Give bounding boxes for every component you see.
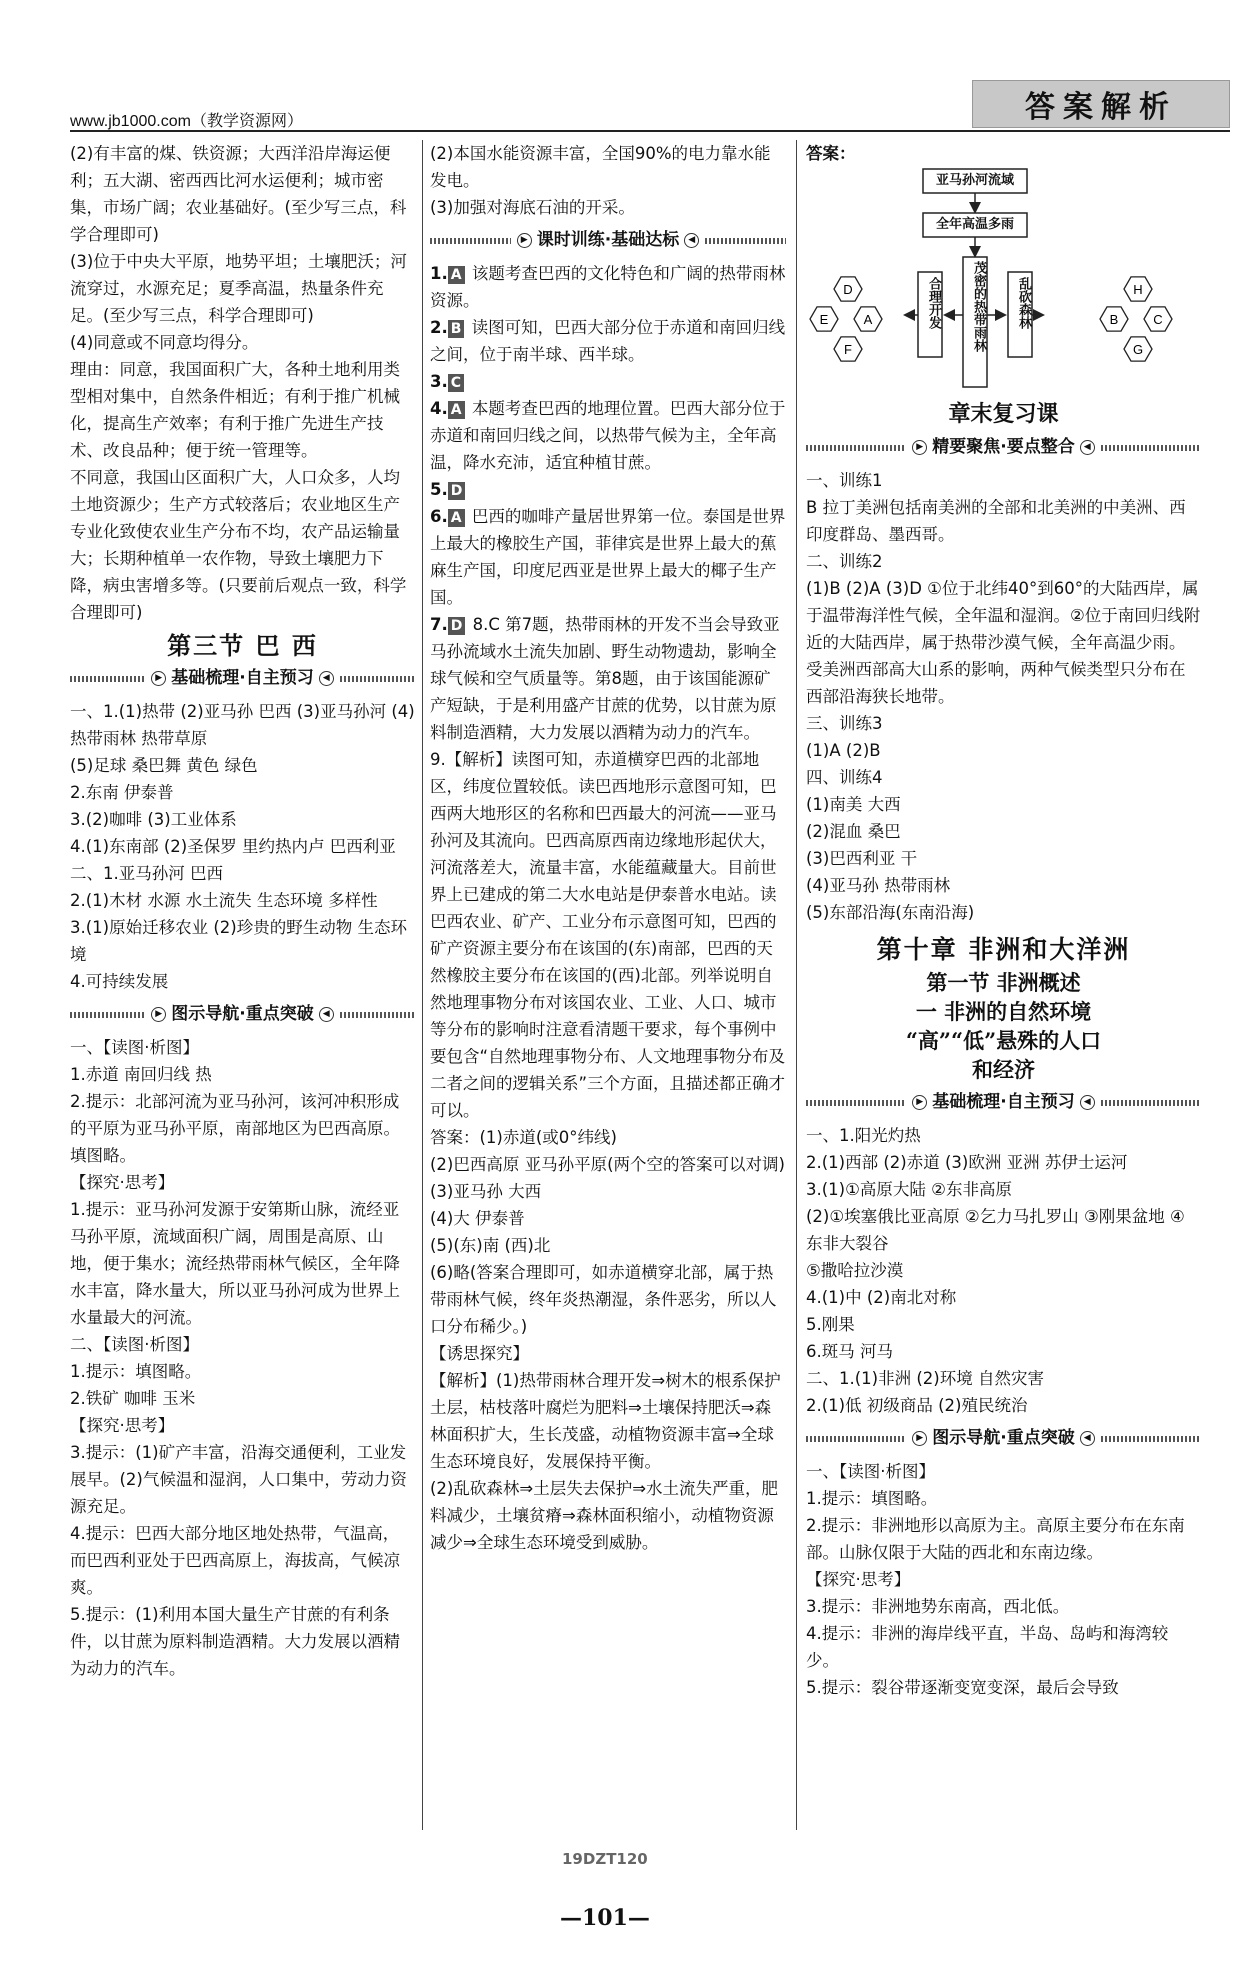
back-icon: ◀ bbox=[1080, 1095, 1095, 1110]
diagram-box-right: 乱砍森林 bbox=[1016, 277, 1031, 329]
item-number: 2. bbox=[430, 318, 448, 337]
answer-line: (4)大 伊泰普 bbox=[430, 1209, 525, 1228]
list-line: 1.提示：填图略。 bbox=[806, 1489, 938, 1508]
section-bar: ▶ 课时训练·基础达标 ◀ bbox=[430, 227, 786, 254]
exercise-list bbox=[430, 260, 786, 746]
list-line: 3.(1)原始迁移农业 (2)珍贵的野生动物 生态环境 bbox=[70, 918, 407, 964]
hex-label: H bbox=[1133, 282, 1143, 297]
list-line: (2)①埃塞俄比亚高原 ②乞力马扎罗山 ③刚果盆地 ④东非大裂谷 bbox=[806, 1207, 1185, 1253]
list-line: 二、1.(1)非洲 (2)环境 自然灾害 bbox=[806, 1369, 1044, 1388]
exercise-item bbox=[430, 503, 786, 611]
list-line: 4.可持续发展 bbox=[70, 972, 169, 991]
back-icon: ◀ bbox=[684, 233, 699, 248]
list-line: (2)本国水能资源丰富，全国90%的电力靠水能发电。 bbox=[430, 144, 771, 190]
review-line: B 拉丁美洲包括南美洲的全部和北美洲的中美洲、西印度群岛、墨西哥。 bbox=[806, 498, 1186, 544]
paragraph: 理由：同意，我国面积广大，各种土地利用类型相对集中，自然条件相近；有利于推广机械化，提高生产效率；有利于推广先进生产技术、改良品种；便于统一管理等。 bbox=[70, 360, 400, 460]
list-line: 【解析】(1)热带雨林合理开发⇒树木的根系保护土层，枯枝落叶腐烂为肥料⇒土壤保持肥沃⇒森林面积扩大，生长茂盛，动植物资源丰富⇒全球生态环境良好，发展保持平衡。 bbox=[430, 1371, 781, 1471]
section-bar: ▶ 基础梳理·自主预习 ◀ bbox=[806, 1089, 1201, 1116]
review-line: (1)A (2)B bbox=[806, 741, 881, 760]
list-line: 2.(1)木材 水源 水土流失 生态环境 多样性 bbox=[70, 891, 378, 910]
question-9: 9.【解析】读图可知，赤道横穿巴西的北部地区，纬度位置较低。读巴西地形示意图可知，巴西两大地形区的名称和巴西最大的河流——亚马孙河及其流向。巴西高原西南边缘地形起伏大，河流落差大，流量丰富，水能蕴藏量大。目前世界上已建成的第二大水电站是伊泰普水电站。读巴西农业、矿产、工业分布示意图可知，巴西的矿产资源主要分布在该国的(东)南部，巴西的天然橡胶主要分布在该国的(西)北部。列举说明自然地理事物分布对该国农业、工业、人口、城市等分布的影响时注意看清题干要求，每个事例中要包含“自然地理事物分布、人文地理事物分布及二者之间的逻辑关系”三个方面，且描述都正确才可以。 bbox=[430, 750, 786, 1120]
review-line: (4)亚马孙 热带雨林 bbox=[806, 876, 951, 895]
list-line: 一、【读图·析图】 bbox=[70, 1038, 199, 1057]
item-text: 8.C 第7题，热带雨林的开发不当会导致亚马孙流域水土流失加剧、野生动物遗劫，影响全球气候和空气质量等。第8题，由于该国能源矿产短缺，于是利用盛产甘蔗的优势，以甘蔗为原料制造酒精，大力发展以酒精为动力的汽车。 bbox=[430, 615, 780, 742]
item-text: 读图可知，巴西大部分位于赤道和南回归线之间，位于南半球、西半球。 bbox=[430, 318, 786, 364]
section-subtitle: 第一节 非洲概述 bbox=[926, 970, 1081, 995]
back-icon: ◀ bbox=[319, 1007, 334, 1022]
diagram-svg bbox=[806, 167, 1201, 397]
answer-line: (2)巴西高原 亚马孙平原(两个空的答案可以对调) bbox=[430, 1155, 785, 1174]
answer-badge: D bbox=[448, 482, 466, 500]
paragraph: 不同意，我国山区面积广大，人口众多，人均土地资源少；生产方式较落后；农业地区生产专业化致使农业生产分布不均，农产品运输量大；长期种植单一农作物，导致土壤肥力下降，病虫害增多等。(只要前后观点一致，科学合理即可) bbox=[70, 468, 407, 622]
list-line: 1.赤道 南回归线 热 bbox=[70, 1065, 212, 1084]
list-line: 3.提示：非洲地势东南高，西北低。 bbox=[806, 1597, 1070, 1616]
column-divider bbox=[796, 140, 797, 1830]
list-line: 3.提示：(1)矿产丰富，沿海交通便利，工业发展早。(2)气候温和湿润，人口集中，劳动力资源充足。 bbox=[70, 1443, 407, 1516]
answer-line: (5)(东)南 (西)北 bbox=[430, 1236, 551, 1255]
review-line: (3)巴西利亚 干 bbox=[806, 849, 918, 868]
hex-label: F bbox=[844, 342, 852, 357]
list-line: 2.(1)低 初级商品 (2)殖民统治 bbox=[806, 1396, 1028, 1415]
back-icon: ◀ bbox=[1080, 440, 1095, 455]
chapter-review-title: 章末复习课 bbox=[948, 401, 1059, 427]
review-line: (5)东部沿海(东南沿海) bbox=[806, 903, 975, 922]
list-line: 2.铁矿 咖啡 玉米 bbox=[70, 1389, 196, 1408]
hex-label: D bbox=[843, 282, 853, 297]
review-line: 二、训练2 bbox=[806, 552, 883, 571]
explore-list bbox=[430, 1340, 786, 1556]
exercise-item bbox=[430, 395, 786, 476]
list-line: (2)乱砍森林⇒土层失去保护⇒水土流失严重，肥料减少，土壤贫瘠⇒森林面积缩小，动植物资源减少⇒全球生态环境受到威胁。 bbox=[430, 1479, 779, 1552]
section-bar: ▶ 图示导航·重点突破 ◀ bbox=[806, 1425, 1201, 1452]
back-icon: ◀ bbox=[319, 671, 334, 686]
diagram-box-top: 亚马孙河流域 bbox=[935, 173, 1014, 188]
answer-badge: B bbox=[448, 320, 465, 338]
hex-label: C bbox=[1153, 312, 1163, 327]
section-bar: ▶ 基础梳理·自主预习 ◀ bbox=[70, 665, 415, 692]
answer-badge: C bbox=[448, 374, 464, 392]
answer-badge: A bbox=[448, 509, 465, 527]
item-number: 6. bbox=[430, 507, 448, 526]
paragraph: (4)同意或不同意均得分。 bbox=[70, 333, 259, 352]
column-divider bbox=[422, 140, 423, 1830]
basic-list bbox=[70, 698, 415, 995]
list-line: 二、【读图·析图】 bbox=[70, 1335, 199, 1354]
hex-label: B bbox=[1109, 312, 1119, 327]
subsection-title-3: 和经济 bbox=[972, 1057, 1035, 1082]
diagram-box-left: 合理开发 bbox=[926, 277, 941, 329]
header-rule bbox=[70, 130, 1230, 132]
diagram-box-mid: 全年高温多雨 bbox=[935, 217, 1014, 232]
list-line: 1.提示：亚马孙河发源于安第斯山脉，流经亚马孙平原，流域面积广阔，周围是高原、山地，便于集水；流经热带雨林气候区，全年降水丰富，降水量大，所以亚马孙河成为世界上水量最大的河流。 bbox=[70, 1200, 400, 1327]
list-line: 【探究·思考】 bbox=[70, 1173, 175, 1192]
site-url: www.jb1000.com（教学资源网） bbox=[70, 113, 303, 130]
exercise-item bbox=[430, 260, 786, 314]
exercise-item bbox=[430, 314, 786, 368]
diagram-box-center: 茂密的热带雨林 bbox=[971, 261, 986, 352]
list-line: 3.(2)咖啡 (3)工业体系 bbox=[70, 810, 237, 829]
subsection-title: 一 非洲的自然环境 bbox=[915, 999, 1092, 1024]
hex-label: A bbox=[863, 312, 873, 327]
basic-list-2 bbox=[806, 1122, 1201, 1419]
list-line: 4.提示：巴西大部分地区地处热带，气温高，而巴西利亚处于巴西高原上，海拔高，气候凉爽。 bbox=[70, 1524, 400, 1597]
paragraph: (3)位于中央大平原，地势平坦；土壤肥沃；河流穿过，水源充足；夏季高温，热量条件充足。(至少写三点，科学合理即可) bbox=[70, 252, 407, 325]
play-icon: ▶ bbox=[912, 440, 927, 455]
paragraph: (2)有丰富的煤、铁资源；大西洋沿岸海运便利；五大湖、密西西比河水运便利；城市密集，市场广阔；农业基础好。(至少写三点，科学合理即可) bbox=[70, 144, 407, 244]
list-line: 4.提示：非洲的海岸线平直，半岛、岛屿和海湾较少。 bbox=[806, 1624, 1169, 1670]
column-2 bbox=[430, 140, 786, 1556]
play-icon: ▶ bbox=[517, 233, 532, 248]
list-line: 1.提示：填图略。 bbox=[70, 1362, 202, 1381]
list-line: 6.斑马 河马 bbox=[806, 1342, 893, 1361]
answer-badge: A bbox=[448, 401, 465, 419]
top-list bbox=[430, 140, 786, 221]
answer-badge: A bbox=[448, 266, 465, 284]
list-line: 5.提示：裂谷带逐渐变宽变深，最后会导致 bbox=[806, 1678, 1119, 1697]
item-number: 5. bbox=[430, 480, 448, 499]
list-line: 一、【读图·析图】 bbox=[806, 1462, 935, 1481]
list-line: 5.刚果 bbox=[806, 1315, 855, 1334]
answer-line: (3)亚马孙 大西 bbox=[430, 1182, 542, 1201]
chapter-title: 第十章 非洲和大洋洲 bbox=[876, 935, 1131, 964]
hex-label: E bbox=[819, 312, 829, 327]
guide-list-2 bbox=[806, 1458, 1201, 1701]
section-title: 第三节 巴 西 bbox=[167, 631, 318, 660]
list-line: 【诱思探究】 bbox=[430, 1344, 529, 1363]
review-line: 三、训练3 bbox=[806, 714, 883, 733]
review-line: (2)混血 桑巴 bbox=[806, 822, 901, 841]
review-list bbox=[806, 467, 1201, 926]
item-number: 3. bbox=[430, 372, 448, 391]
guide-list bbox=[70, 1034, 415, 1682]
play-icon: ▶ bbox=[912, 1431, 927, 1446]
play-icon: ▶ bbox=[912, 1095, 927, 1110]
list-line: 4.(1)中 (2)南北对称 bbox=[806, 1288, 957, 1307]
list-line: 2.提示：北部河流为亚马孙河，该河冲积形成的平原为亚马孙平原，南部地区为巴西高原。填图略。 bbox=[70, 1092, 400, 1165]
list-line: 【探究·思考】 bbox=[806, 1570, 911, 1589]
exercise-item bbox=[430, 611, 786, 746]
list-line: 一、1.(1)热带 (2)亚马孙 巴西 (3)亚马孙河 (4)热带雨林 热带草原 bbox=[70, 702, 415, 748]
answer-line: (6)略(答案合理即可，如赤道横穿北部，属于热带雨林气候，终年炎热潮湿，条件恶劣，所以人口分布稀少。) bbox=[430, 1263, 777, 1336]
list-line: 2.(1)西部 (2)赤道 (3)欧洲 亚洲 苏伊士运河 bbox=[806, 1153, 1128, 1172]
print-code: 19DZT120 bbox=[562, 1850, 648, 1868]
list-line: (5)足球 桑巴舞 黄色 绿色 bbox=[70, 756, 258, 775]
answer-line: 答案：(1)赤道(或0°纬线) bbox=[430, 1128, 617, 1147]
list-line: 2.东南 伊泰普 bbox=[70, 783, 174, 802]
page-header bbox=[0, 0, 1250, 135]
answer-badge: D bbox=[448, 617, 466, 635]
answer-list bbox=[430, 1124, 786, 1340]
review-line: (1)B (2)A (3)D ①位于北纬40°到60°的大陆西岸，属于温带海洋性气候，全年温和湿润。②位于南回归线附近的大陆西岸，属于热带沙漠气候，全年高温少雨。受美洲西部高大山系的影响，两种气候类型只分布在西部沿海狭长地带。 bbox=[806, 579, 1201, 706]
review-line: (1)南美 大西 bbox=[806, 795, 901, 814]
section-bar: ▶ 精要聚焦·要点整合 ◀ bbox=[806, 434, 1201, 461]
section-bar: ▶ 图示导航·重点突破 ◀ bbox=[70, 1001, 415, 1028]
back-icon: ◀ bbox=[1080, 1431, 1095, 1446]
list-line: 二、1.亚马孙河 巴西 bbox=[70, 864, 223, 883]
page-number: —101— bbox=[560, 1905, 650, 1931]
hex-label: G bbox=[1132, 342, 1144, 357]
list-line: (3)加强对海底石油的开采。 bbox=[430, 198, 635, 217]
list-line: 5.提示：(1)利用本国大量生产甘蔗的有利条件，以甘蔗为原料制造酒精。大力发展以酒精为动力的汽车。 bbox=[70, 1605, 400, 1678]
review-line: 四、训练4 bbox=[806, 768, 883, 787]
item-text: 该题考查巴西的文化特色和广阔的热带雨林资源。 bbox=[430, 264, 786, 310]
list-line: 【探究·思考】 bbox=[70, 1416, 175, 1435]
exercise-item bbox=[430, 476, 786, 503]
item-number: 1. bbox=[430, 264, 448, 283]
flow-diagram bbox=[806, 167, 1201, 397]
column-1 bbox=[70, 140, 415, 1682]
list-line: 2.提示：非洲地形以高原为主。高原主要分布在东南部。山脉仅限于大陆的西北和东南边缘。 bbox=[806, 1516, 1185, 1562]
item-text: 巴西的咖啡产量居世界第一位。泰国是世界上最大的橡胶生产国，菲律宾是世界上最大的蕉麻生产国，印度尼西亚是世界上最大的椰子生产国。 bbox=[430, 507, 786, 607]
list-line: 3.(1)①高原大陆 ②东非高原 bbox=[806, 1180, 1012, 1199]
answer-label: 答案： bbox=[806, 144, 856, 163]
play-icon: ▶ bbox=[151, 1007, 166, 1022]
list-line: 一、1.阳光灼热 bbox=[806, 1126, 921, 1145]
exercise-item bbox=[430, 368, 786, 395]
list-line: ⑤撒哈拉沙漠 bbox=[806, 1261, 904, 1280]
item-text: 本题考查巴西的地理位置。巴西大部分位于赤道和南回归线之间，以热带气候为主，全年高温，降水充沛，适宜种植甘蔗。 bbox=[430, 399, 786, 472]
item-number: 7. bbox=[430, 615, 448, 634]
list-line: 4.(1)东南部 (2)圣保罗 里约热内卢 巴西利亚 bbox=[70, 837, 396, 856]
subsection-title-2: “高”“低”悬殊的人口 bbox=[905, 1028, 1102, 1053]
review-line: 一、训练1 bbox=[806, 471, 883, 490]
item-number: 4. bbox=[430, 399, 448, 418]
column-3 bbox=[806, 140, 1201, 1701]
answer-banner: 答案解析 bbox=[972, 80, 1230, 128]
play-icon: ▶ bbox=[151, 671, 166, 686]
